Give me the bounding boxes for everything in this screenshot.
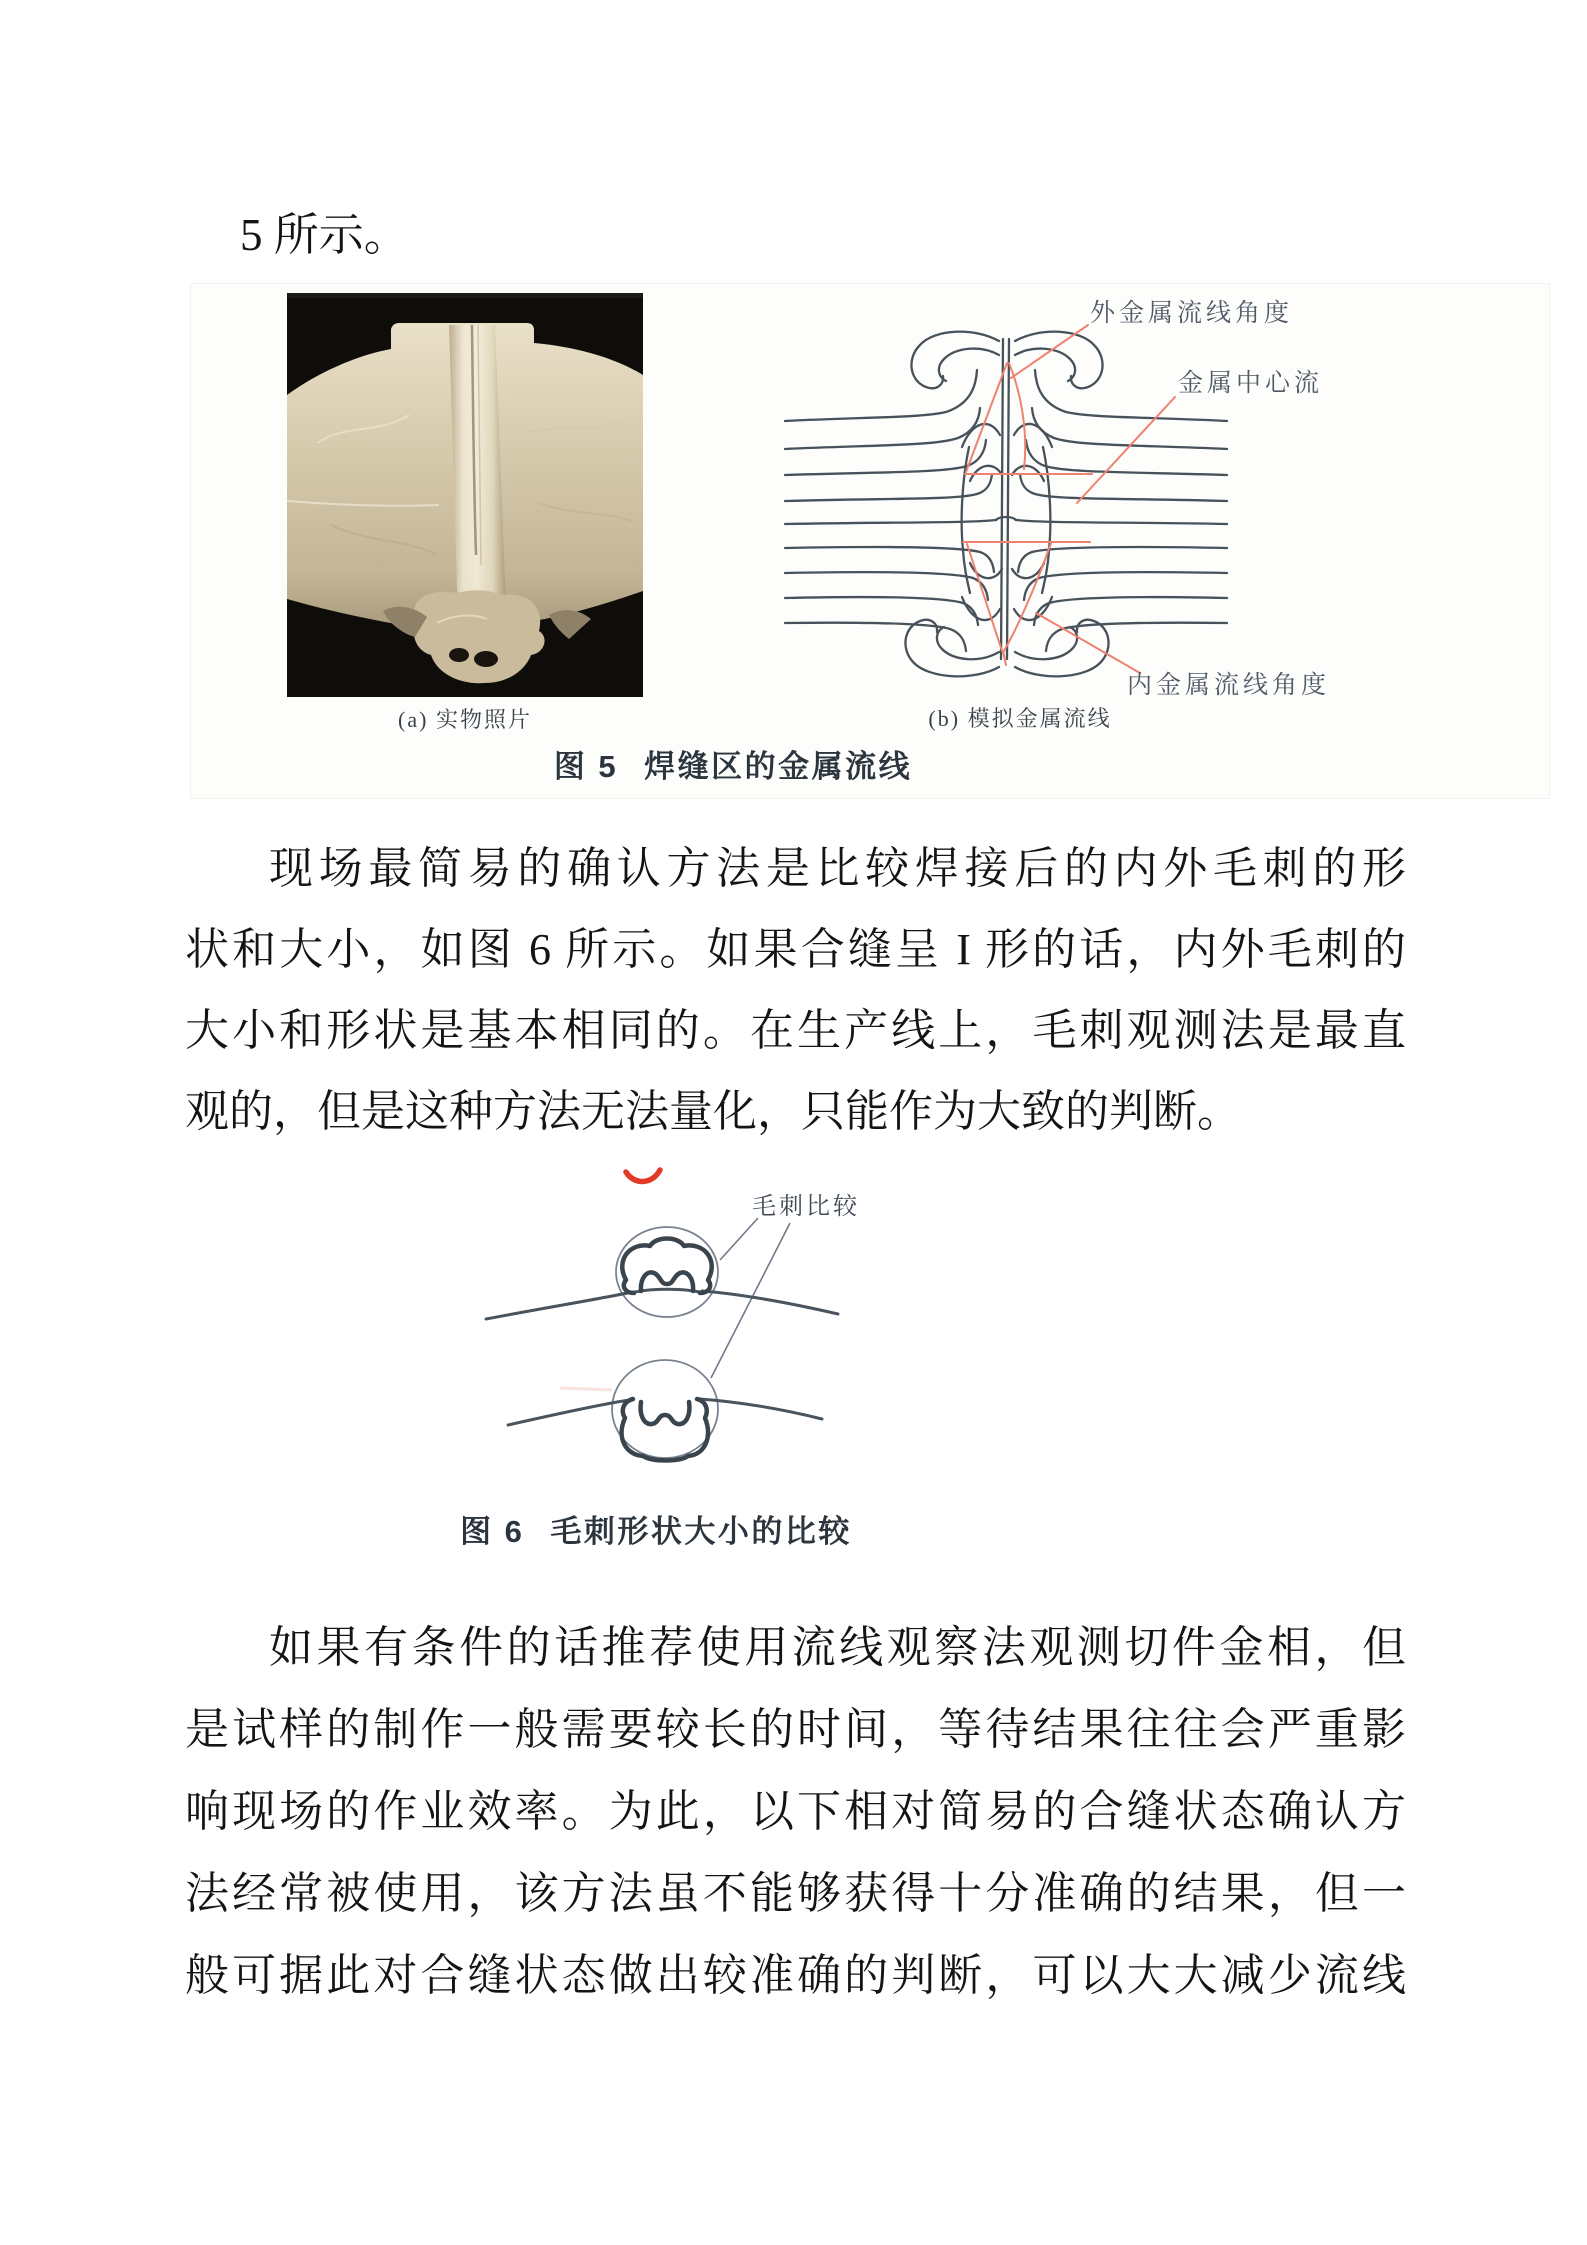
burr-shapes [622, 1239, 712, 1461]
figure5-weld-photo [287, 293, 643, 697]
label-center-flow: 金属中心流 [1178, 370, 1324, 397]
label-burr-compare: 毛刺比较 [752, 1194, 860, 1220]
body-text-line: 5 所示。 [240, 210, 409, 260]
body-text-line: 般可据此对合缝状态做出较准确的判断，可以大大减少流线 [185, 1951, 1406, 2000]
body-text-line: 现场最简易的确认方法是比较焊接后的内外毛刺的形 [269, 844, 1406, 893]
leader-inner-angle [1036, 613, 1140, 673]
label-inner-flow-angle: 内金属流线角度 [1127, 672, 1331, 699]
paragraph-1 [185, 828, 1406, 1152]
body-text-line: 状和大小，如图 6 所示。如果合缝呈 I 形的话，内外毛刺的 [185, 925, 1406, 974]
figure5-caption-label: 图 5 [553, 749, 619, 784]
comparison-circles [612, 1227, 718, 1458]
paragraph-2 [185, 1607, 1406, 2017]
figure5-caption [433, 741, 1033, 786]
figure6-burr-comparison-diagram [440, 1160, 1160, 1495]
figure6-caption [356, 1506, 956, 1551]
figure5-caption-title: 焊缝区的金属流线 [644, 749, 913, 784]
figure6-caption-title: 毛刺形状大小的比较 [550, 1514, 852, 1549]
red-check-mark [626, 1170, 660, 1182]
flow-lines [785, 332, 1227, 677]
body-text-line: 响现场的作业效率。为此，以下相对简易的合缝状态确认方 [185, 1787, 1406, 1836]
pipe-surfaces [486, 1289, 838, 1425]
body-text-line: 大小和形状是基本相同的。在生产线上，毛刺观测法是最直 [185, 1006, 1406, 1055]
leader-center-flow [1077, 397, 1175, 503]
body-text-line: 如果有条件的话推荐使用流线观察法观测切件金相，但 [269, 1623, 1406, 1672]
body-text-line: 观的，但是这种方法无法量化，只能作为大致的判断。 [185, 1087, 1241, 1136]
inner-burr [622, 1399, 708, 1461]
figure5b-caption: (b) 模拟金属流线 [928, 706, 1112, 731]
figure5-flow-line-diagram [770, 275, 1470, 735]
figure6-caption-label: 图 6 [460, 1514, 525, 1549]
body-text-line: 法经常被使用，该方法虽不能够获得十分准确的结果，但一 [185, 1869, 1406, 1918]
label-outer-flow-angle: 外金属流线角度 [1090, 300, 1294, 327]
figure5a-caption: (a) 实物照片 [398, 707, 532, 732]
body-text-line: 是试样的制作一般需要较长的时间，等待结果往往会严重影 [185, 1705, 1406, 1754]
